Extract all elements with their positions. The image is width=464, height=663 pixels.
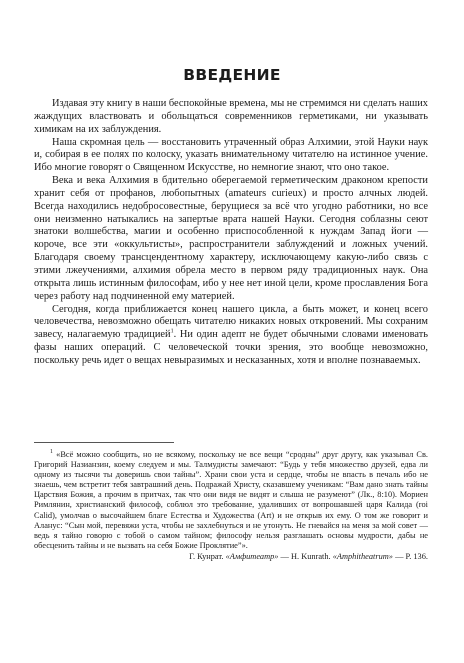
source-separator: — H. [278,551,302,561]
paragraph-4: Сегодня, когда приближается конец нашего цикла, а быть может, и конец всего человечества, невозможно обещать читателю никаких новых откровений. Мы сохраним завесу, налагаемую традицией$^1$. Ни один адепт не будет обычными словами именовать фазы наших операций. С человеческой точки зрения, это вообще невозможно, поскольку речь идет о вещах невыразимых и несказанных, хотя и вполне познаваемых. [34,303,428,366]
footnote [34,450,428,562]
footnote-divider [34,442,174,443]
paragraph-3: Века и века Алхимия в бдительно оберегаемой герметическим драконом крепости хранит себя от профанов, любопытных (amateurs curieux) и просто алчных людей. Всегда находились недобросовестные, берущиеся за всё что угодно работники, но все они неизменно натыкались на запертые врата нашей Науки. Сегодня соблазны сеют знатоки волшебства, магии и особенно приспособленной к нуждам Запад йоги — короче, все эти «оккультисты», распространители заблуждений и ложных учений. Благодаря своему трансцендентному характеру, исключающему какую-либо связь с этими лжеучениями, алхимия обрела место в первом ряду традиционных наук. Она открыта лишь истинным философам, ибо у нее нет иной цели, кроме прославления Бога через работу над подчиненной ему материей. [34,175,428,302]
chapter-title: ВВЕДЕНИЕ [183,66,281,84]
footnote-number: 1 [50,449,53,456]
source-page: — P. 136. [392,551,428,561]
footnote-reference[interactable]: 1 [170,328,174,335]
footnote-text [34,450,428,551]
paragraph-1: Издавая эту книгу в наши беспокойные времена, мы не стремимся ни сделать наших жаждущих властвовать и обольщаться современников герметиками, ни указывать химикам на их заблуждения. [34,98,428,135]
source-author-latin: Kunrath. [301,551,331,561]
paragraph-4-text-a: Сегодня, когда приближается конец нашего цикла, а быть может, и конец всего человечества, невозможно обещать читателю никаких новых откровений. Мы сохраним завесу, налагаемую традицией [34,303,428,341]
footnote-source [34,552,428,562]
paragraph-4-text-b: Ни один адепт не будет обычными словами именовать фазы наших операций. С человеческой точки зрения, это вообще невозможно, поскольку речь идет о вещах невыразимых и несказанных, хотя и вполне познаваемых. [34,329,428,366]
source-author: Г. Кунрат. [189,551,224,561]
source-title-latin: «Amphitheatrum» [332,551,393,561]
main-text [34,98,428,368]
source-title: «Амфитеатр» [225,551,279,561]
footnote-body: «Всё можно сообщить, но не всякому, поскольку не все вещи “сродны” друг другу, как указывал Св. Григорий Назианзин, коему следуем и мы. Талмудисты замечают: “Будь у тебя множество друзей, едва ли одному из тысячи ты доверишь свои тайны”. Храни свои уста и сердце, чтобы не впасть в печаль ибо не знаешь, чем встретит тебя завтрашний день. Подражай Христу, сказавшему ученикам: “Вам дано знать тайны Царствия Божия, а прочим в притчах, так что они видя не видят и слыша не разумеют” (Лк., 8:10). Мориен Римлянин, христианский философ, соблюл это требование, удаливших от вопрошавшей царя Калида (roi Calid), умолчав о высочайшем благе Естества и Художества (Art) и не открыв их ему. О том же говорит и Аланус: “Сын мой, перевяжи уста, чтобы не захлебнуться и не утонуть. Не гневайся на меня за мой совет — ведь я тайно говорю с тобой о самом тайном; философу нельзя разглашать основы мудрости, дабы не обесценить тайны и не вызвать на себя Божие Проклятие”». [34,450,428,550]
paragraph-2: Наша скромная цель — восстановить утраченный образ Алхимии, этой Науки наук и, собирая в ее полях по колоску, указать внимательному читателю на истинное учение. Ибо многие говорят о Священном Искусстве, но немногие знают, что оно такое. [34,136,428,174]
